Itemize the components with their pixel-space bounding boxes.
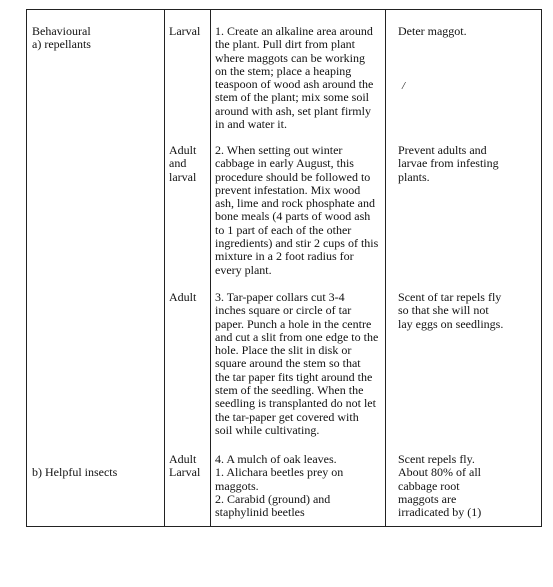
effect-cell: Scent repels fly. About 80% of all cabbage root maggots are irradicated by (1) [398, 452, 482, 520]
method-cell: 2. When setting out winter cabbage in early August, this procedure should be followed to prevent infestation. Mix wood ash, lime and rock phosphate and bone meals (4 parts of wood ash to 1 part of each of the other ingredients) and stir 2 cups of this mixture in a 2 foot radius for every plant. [215, 143, 379, 277]
stage-cell: Adult and larval [169, 143, 197, 184]
stage-cell: Larval [169, 24, 201, 38]
column-divider [164, 10, 165, 526]
effect-cell: Scent of tar repels fly so that she will not lay eggs on seedlings. [398, 290, 504, 331]
method-cell: 4. A mulch of oak leaves. 1. Alichara beetles prey on maggots. 2. Carabid (ground) and staphylinid beetles [215, 452, 344, 520]
stage-cell: Adult Larval [169, 452, 201, 480]
column-divider [210, 10, 211, 526]
stray-mark: / [402, 80, 406, 92]
method-cell: 3. Tar-paper collars cut 3-4 inches square or circle of tar paper. Punch a hole in the centre and cut a slit from one edge to the hole. Place the slit in disk or square around the stem so that the tar paper fits tight around the stem of the seedling. When the seedling is transplanted do not let the tar-paper get covered with soil while cultivating. [215, 290, 379, 437]
method-cell: 1. Create an alkaline area around the plant. Pull dirt from plant where maggots can be working on the stem; place a heaping teaspoon of wood ash around the stem of the plant; mix some soil around with ash, set plant firmly in and water it. [215, 24, 374, 132]
effect-cell: Prevent adults and larvae from infesting plants. [398, 143, 499, 184]
category-helpful-insects: b) Helpful insects [32, 465, 118, 479]
effect-cell: Deter maggot. [398, 24, 467, 38]
column-divider [385, 10, 386, 526]
stage-cell: Adult [169, 290, 197, 304]
category-behavioural-repellants: Behavioural a) repellants [32, 24, 91, 52]
